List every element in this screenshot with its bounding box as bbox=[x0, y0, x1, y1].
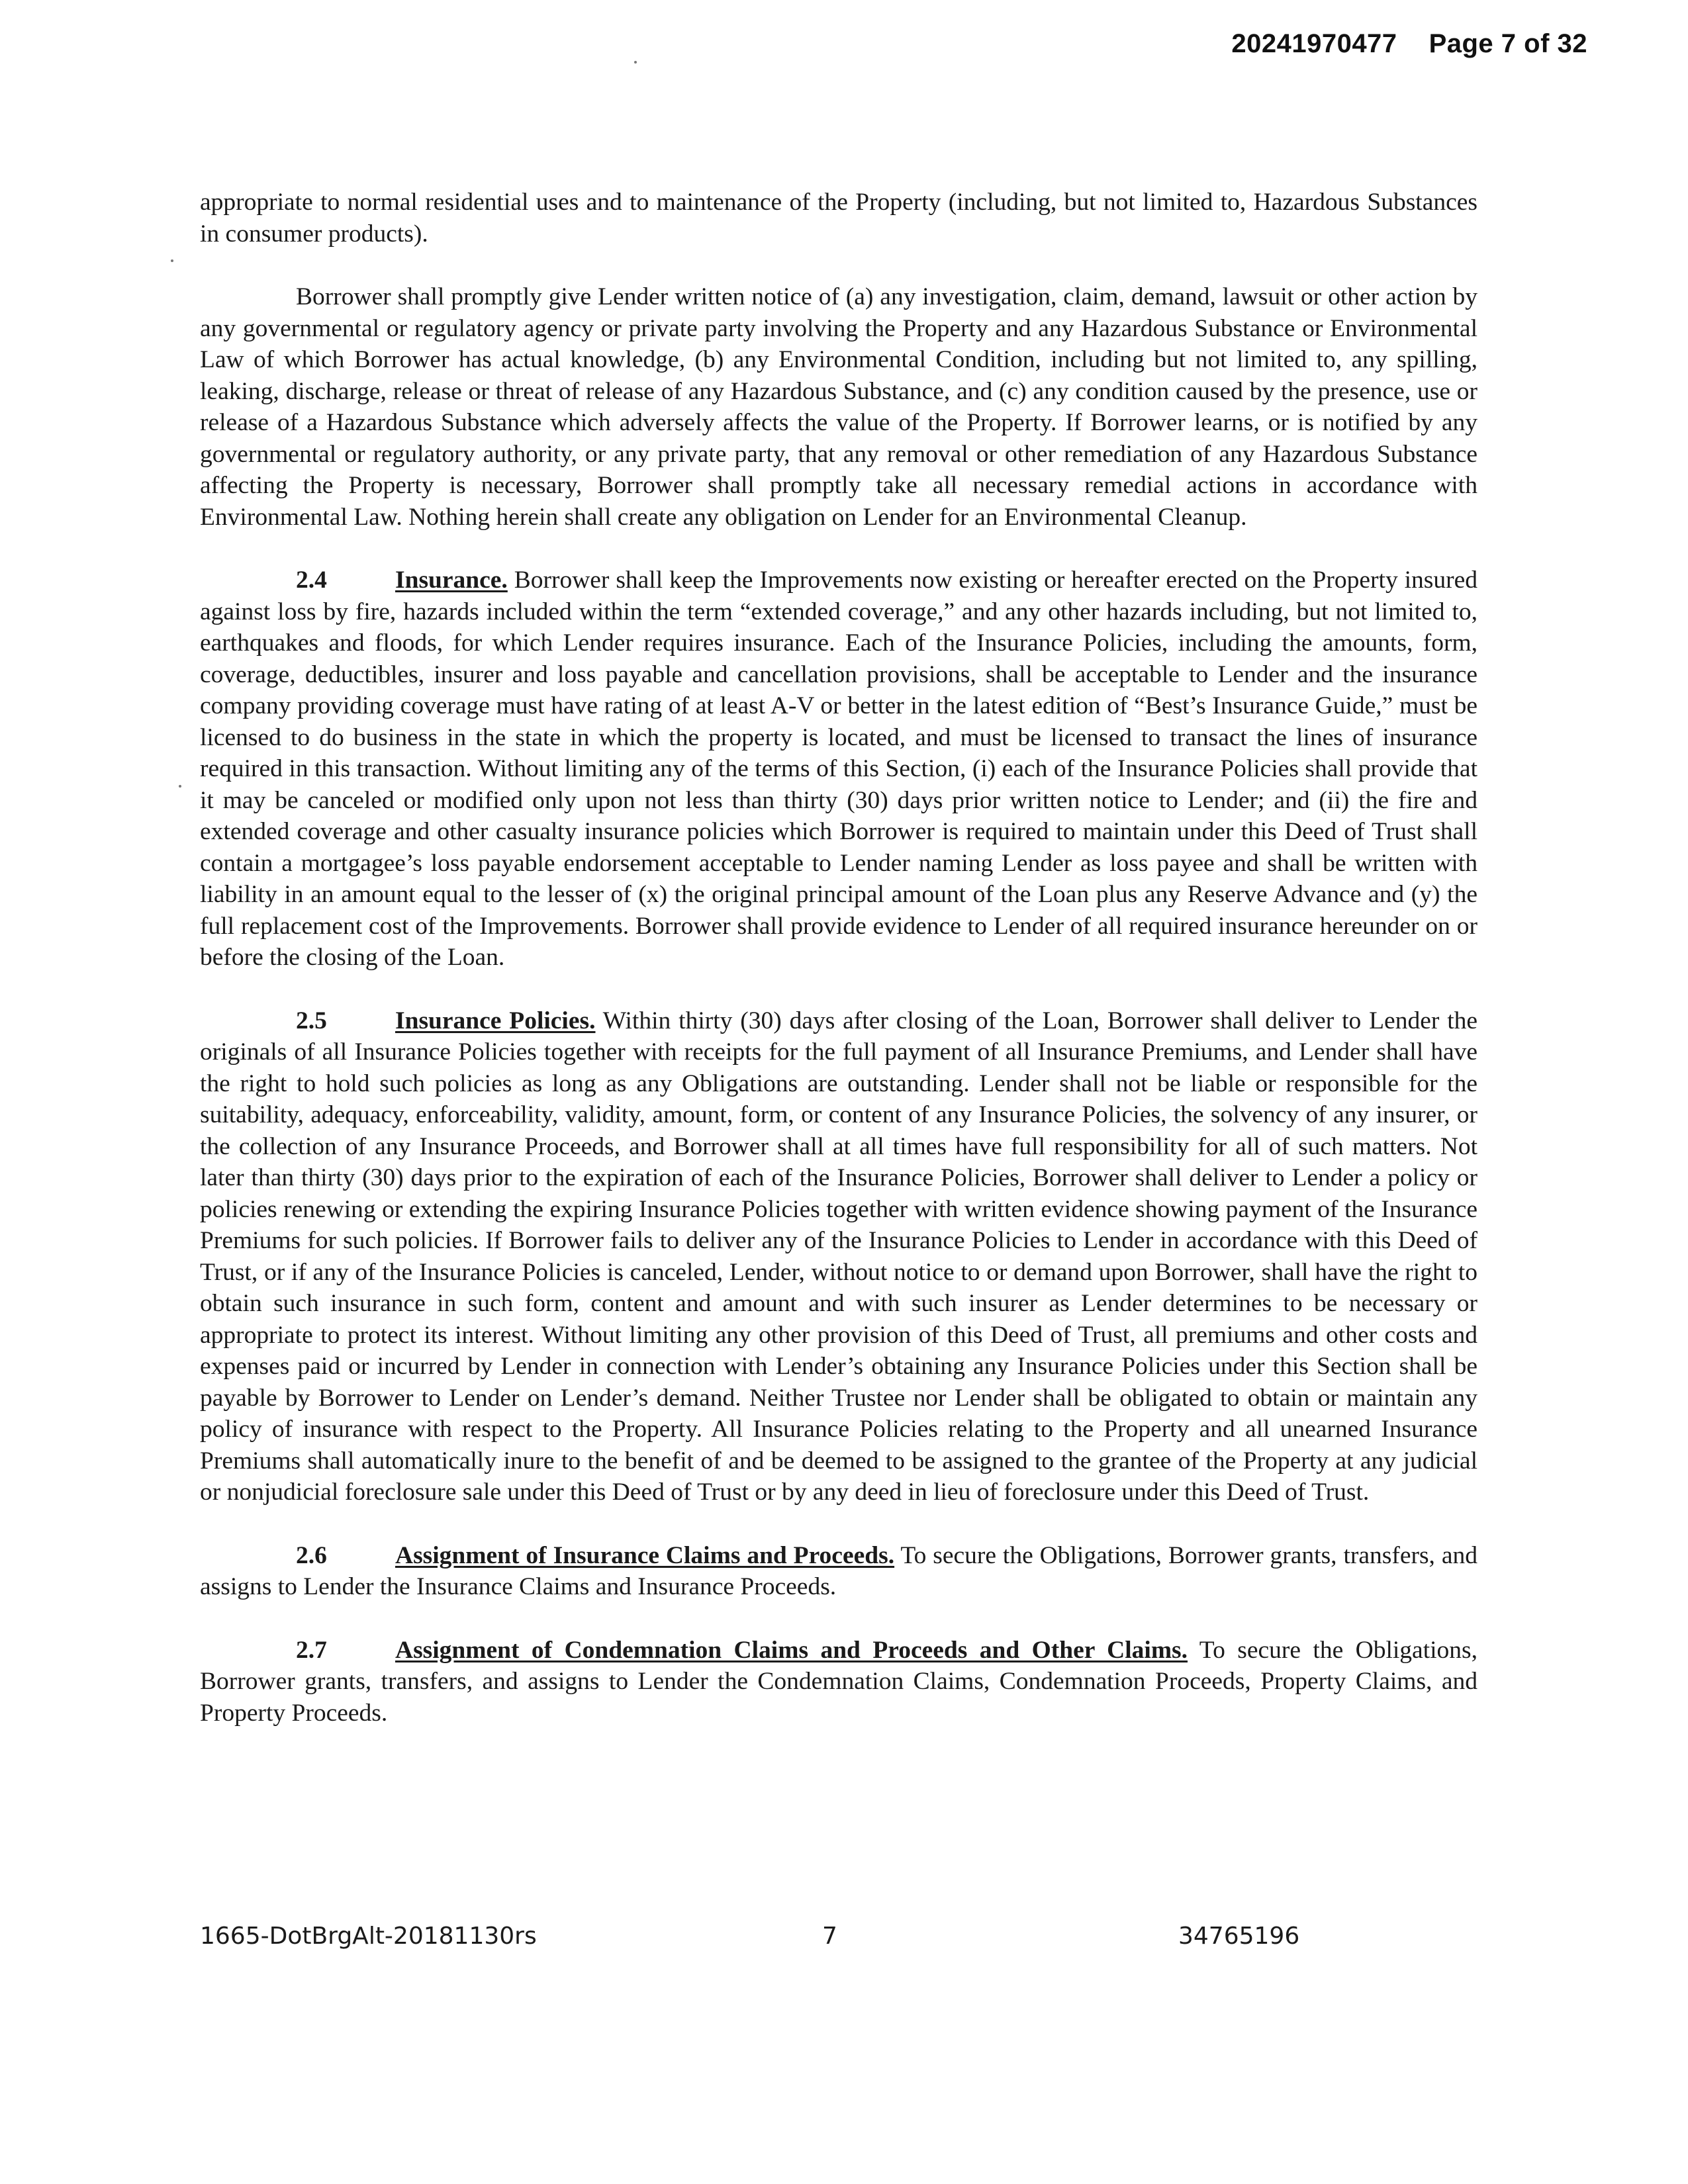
section-2-6 bbox=[200, 1540, 1477, 1603]
section-2-4 bbox=[200, 565, 1477, 974]
section-title: Assignment of Insurance Claims and Proceeds. bbox=[395, 1541, 895, 1569]
section-text: Borrower shall keep the Improvements now existing or hereafter erected on the Property insured against loss by fire, hazards included within the term “extended coverage,” and any other hazards including, but not limited to, earthquakes and floods, for which Lender requires insurance. Each of the Insurance Policies, including the amounts, form, coverage, deductibles, insurer and loss payable and cancellation provisions, shall be acceptable to Lender and the insurance company providing coverage must have rating of at least A-V or better in the latest edition of “Best’s Insurance Guide,” must be licensed to do business in the state in which the property is located, and must be licensed to transact the lines of insurance required in this transaction. Without limiting any of the terms of this Section, (i) each of the Insurance Policies shall provide that it may be canceled or modified only upon not less than thirty (30) days prior written notice to Lender; and (ii) the fire and extended coverage and other casualty insurance policies which Borrower is required to maintain under this Deed of Trust shall contain a mortgagee’s loss payable endorsement acceptable to Lender naming Lender as loss payee and shall be written with liability in an amount equal to the lesser of (x) the original principal amount of the Loan plus any Reserve Advance and (y) the full replacement cost of the Improvements. Borrower shall provide evidence to Lender of all required insurance hereunder on or before the closing of the Loan. bbox=[200, 567, 1477, 971]
section-number: 2.5 bbox=[296, 1007, 327, 1034]
scan-speck bbox=[171, 259, 173, 262]
page-footer bbox=[200, 1923, 1325, 1962]
paragraph-hazardous-uses: appropriate to normal residential uses and to maintenance of the Property (including, but not limited to, Hazardous Substances in consumer products). bbox=[200, 189, 1477, 248]
section-2-5 bbox=[200, 1005, 1477, 1508]
recording-stamp bbox=[1231, 29, 1587, 59]
footer-document-id: 34765196 bbox=[1178, 1923, 1300, 1950]
scan-speck bbox=[179, 785, 181, 788]
section-number: 2.4 bbox=[296, 567, 327, 594]
page-indicator: Page 7 of 32 bbox=[1429, 29, 1587, 58]
recording-number: 20241970477 bbox=[1231, 29, 1397, 58]
section-text: Within thirty (30) days after closing of the Loan, Borrower shall deliver to Lender the originals of all Insurance Policies together with receipts for the full payment of all Insurance Premiums, and Lender shall have the right to hold such policies as long as any Obligations are outstanding. Lender shall not be liable or responsible for the suitability, adequacy, enforceability, validity, amount, form, or content of any Insurance Policies, the solvency of any insurer, or the collection of any Insurance Proceeds, and Borrower shall at all times have full responsibility for all of such matters. Not later than thirty (30) days prior to the expiration of each of the Insurance Policies, Borrower shall deliver to Lender a policy or policies renewing or extending the expiring Insurance Policies together with written evidence showing payment of the Insurance Premiums for such policies. If Borrower fails to deliver any of the Insurance Policies to Lender in accordance with this Deed of Trust, or if any of the Insurance Policies is canceled, Lender, without notice to or demand upon Borrower, shall have the right to obtain such insurance in such form, content and amount and with such insurer as Lender determines to be necessary or appropriate to protect its interest. Without limiting any other provision of this Deed of Trust, all premiums and other costs and expenses paid or incurred by Lender in connection with Lender’s obtaining any Insurance Policies under this Section shall be payable by Borrower to Lender on Lender’s demand. Neither Trustee nor Lender shall be obligated to obtain or maintain any policy of insurance with respect to the Property. All Insurance Policies relating to the Property and all unearned Insurance Premiums shall automatically inure to the benefit of and be deemed to be assigned to the grantee of the Property at any judicial or nonjudicial foreclosure sale under this Deed of Trust or by any deed in lieu of foreclosure under this Deed of Trust. bbox=[200, 1007, 1478, 1506]
section-title: Insurance. bbox=[395, 567, 508, 594]
paragraph-environmental-notice: Borrower shall promptly give Lender written notice of (a) any investigation, claim, demand, lawsuit or other action by any governmental or regulatory agency or private party involving the Property and any Hazardous Substance or Environmental Law of which Borrower has actual knowledge, (b) any Environmental Condition, including but not limited to, any spilling, leaking, discharge, release or threat of release of any Hazardous Substance, and (c) any condition caused by the presence, use or release of a Hazardous Substance which adversely affects the value of the Property. If Borrower learns, or is notified by any governmental or regulatory authority, or any private party, that any removal or other remediation of any Hazardous Substance affecting the Property is necessary, Borrower shall promptly take all necessary remedial actions in accordance with Environmental Law. Nothing herein shall create any obligation on Lender for an Environmental Cleanup. bbox=[200, 283, 1477, 531]
section-title: Insurance Policies. bbox=[395, 1007, 596, 1034]
footer-page-number: 7 bbox=[822, 1923, 837, 1950]
section-number: 2.7 bbox=[296, 1636, 327, 1664]
section-text: To secure the Obligations, Borrower grants, transfers, and assigns to Lender the Insurance Claims and Insurance Proceeds. bbox=[200, 1541, 1477, 1600]
section-number: 2.6 bbox=[296, 1541, 327, 1569]
document-body bbox=[200, 187, 1477, 1760]
section-2-7 bbox=[200, 1635, 1477, 1729]
section-title: Assignment of Condemnation Claims and Proceeds and Other Claims. bbox=[395, 1636, 1188, 1664]
footer-document-code: 1665-DotBrgAlt-20181130rs bbox=[200, 1923, 537, 1950]
scan-speck bbox=[634, 61, 637, 64]
section-text: To secure the Obligations, Borrower grants, transfers, and assigns to Lender the Condemnation Claims, Condemnation Proceeds, Property Claims, and Property Proceeds. bbox=[200, 1636, 1478, 1727]
